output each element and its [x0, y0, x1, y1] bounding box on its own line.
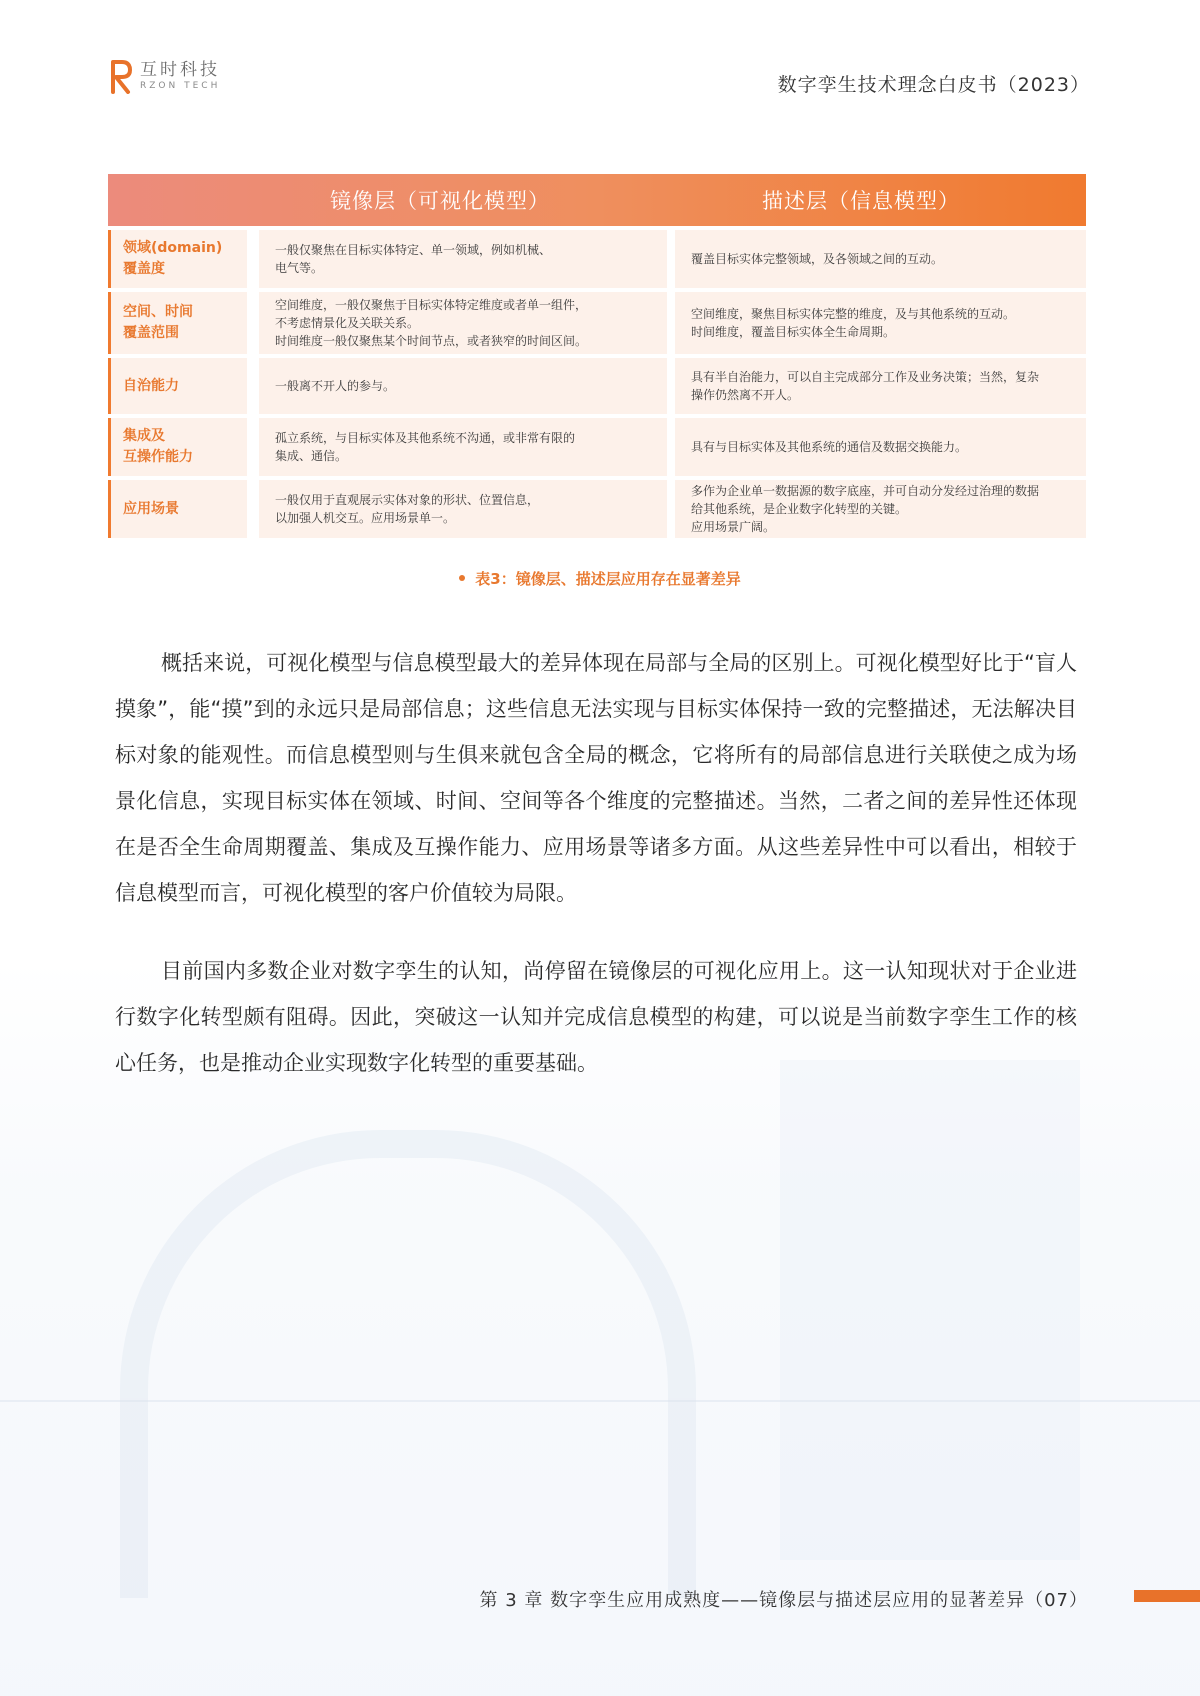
row-label: 集成及 互操作能力 — [108, 418, 247, 476]
row-label: 领域(domain) 覆盖度 — [108, 230, 247, 288]
mirror-layer-cell: 孤立系统，与目标实体及其他系统不沟通，或非常有限的 集成、通信。 — [259, 418, 667, 476]
body-paragraph-2: 目前国内多数企业对数字孪生的认知，尚停留在镜像层的可视化应用上。这一认知现状对于企业进行数字化转型颇有阻碍。因此，突破这一认知并完成信息模型的构建，可以说是当前数字孪生工作的核心任务，也是推动企业实现数字化转型的重要基础。 — [115, 959, 1077, 1075]
mirror-layer-cell: 一般离不开人的参与。 — [259, 358, 667, 414]
table-caption-text: 表3：镜像层、描述层应用存在显著差异 — [475, 570, 741, 588]
table-row — [108, 230, 1086, 288]
description-layer-cell: 多作为企业单一数据源的数字底座，并可自动分发经过治理的数据 给其他系统，是企业数字化转型的关键。 应用场景广阔。 — [675, 480, 1086, 538]
table-row — [108, 480, 1086, 538]
row-label: 应用场景 — [108, 480, 247, 538]
table-header-row — [108, 174, 1086, 226]
company-logo — [108, 58, 220, 94]
description-layer-cell: 覆盖目标实体完整领域，及各领域之间的互动。 — [675, 230, 1086, 288]
table-row — [108, 358, 1086, 414]
column-header-mirror-layer: 镜像层（可视化模型） — [330, 189, 550, 213]
background-line — [0, 1400, 1200, 1402]
table-row — [108, 292, 1086, 354]
footer-chapter-title: 第 3 章 数字孪生应用成熟度——镜像层与描述层应用的显著差异（07） — [479, 1590, 1088, 1611]
row-label: 空间、时间 覆盖范围 — [108, 292, 247, 354]
description-layer-cell: 空间维度，聚焦目标实体完整的维度，及与其他系统的互动。 时间维度，覆盖目标实体全生命周期。 — [675, 292, 1086, 354]
logo-r-icon — [108, 58, 134, 94]
table-caption — [0, 568, 1200, 589]
background-arch-shape — [120, 1130, 696, 1598]
mirror-layer-cell: 空间维度，一般仅聚焦于目标实体特定维度或者单一组件， 不考虑情景化及关联关系。 时间维度一般仅聚焦某个时间节点，或者狭窄的时间区间。 — [259, 292, 667, 354]
row-label: 自治能力 — [108, 358, 247, 414]
bullet-dot-icon — [459, 575, 465, 581]
logo-chinese-name: 互时科技 — [140, 60, 220, 80]
footer-accent-bar — [1134, 1590, 1200, 1602]
logo-english-name: RZON TECH — [140, 81, 221, 91]
description-layer-cell: 具有半自治能力，可以自主完成部分工作及业务决策；当然，复杂 操作仍然离不开人。 — [675, 358, 1086, 414]
body-paragraph-1: 概括来说，可视化模型与信息模型最大的差异体现在局部与全局的区别上。可视化模型好比于“盲人摸象”，能“摸”到的永远只是局部信息；这些信息无法实现与目标实体保持一致的完整描述，无法解决目标对象的能观性。而信息模型则与生俱来就包含全局的概念，它将所有的局部信息进行关联使之成为场景化信息，实现目标实体在领域、时间、空间等各个维度的完整描述。当然，二者之间的差异性还体现在是否全生命周期覆盖、集成及互操作能力、应用场景等诸多方面。从这些差异性中可以看出，相较于信息模型而言，可视化模型的客户价值较为局限。 — [115, 651, 1077, 905]
mirror-layer-cell: 一般仅聚焦在目标实体特定、单一领域，例如机械、 电气等。 — [259, 230, 667, 288]
description-layer-cell: 具有与目标实体及其他系统的通信及数据交换能力。 — [675, 418, 1086, 476]
background-block-shape — [780, 1060, 1080, 1560]
column-header-description-layer: 描述层（信息模型） — [762, 189, 960, 213]
mirror-layer-cell: 一般仅用于直观展示实体对象的形状、位置信息， 以加强人机交互。应用场景单一。 — [259, 480, 667, 538]
document-title: 数字孪生技术理念白皮书（2023） — [777, 74, 1090, 96]
table-row — [108, 418, 1086, 476]
comparison-table — [108, 174, 1086, 538]
